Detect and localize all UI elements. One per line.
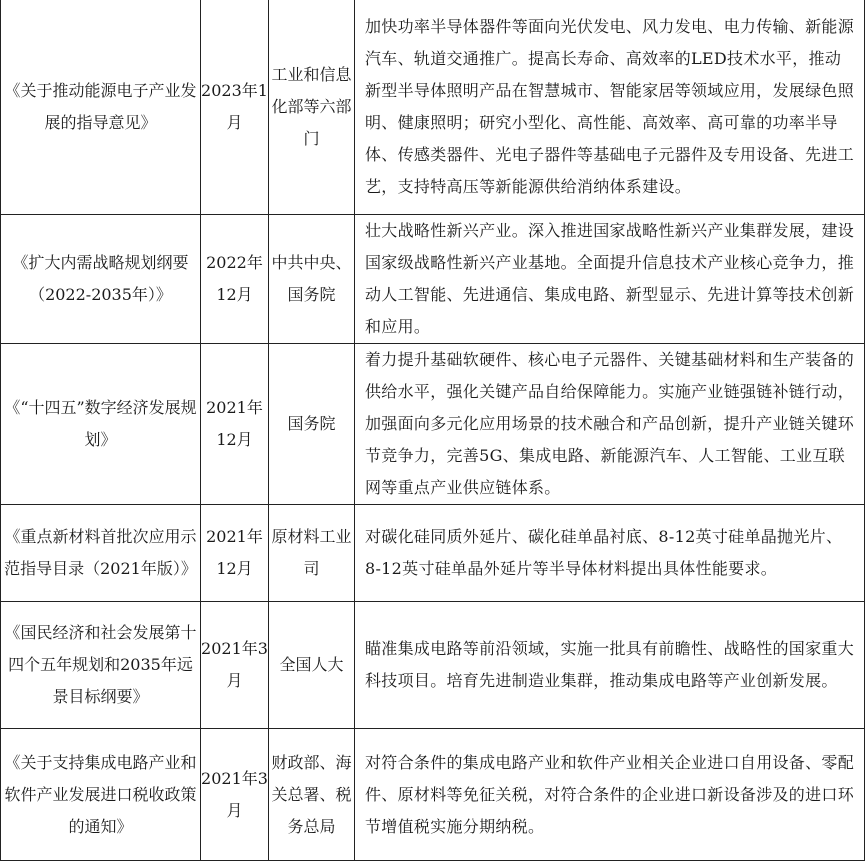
policy-content: 着力提升基础软硬件、核心电子元器件、关键基础材料和生产装备的供给水平，强化关键产品自给保障能力。实施产业链强链补链行动，加强面向多元化应用场景的技术融合和产品创新，提升产业链关键环节竞争力，完善5G、集成电路、新能源汽车、人工智能、工业互联网等重点产业供应链体系。 bbox=[365, 350, 855, 497]
policy-issuer-cell bbox=[269, 602, 355, 729]
policy-name: 《关于支持集成电路产业和软件产业发展进口税收政策的通知》 bbox=[4, 752, 197, 836]
table-row bbox=[1, 0, 865, 215]
policy-content: 壮大战略性新兴产业。深入推进国家战略性新兴产业集群发展，建设国家级战略性新兴产业基地。全面提升信息技术产业核心竞争力，推动人工智能、先进通信、集成电路、新型显示、先进计算等技术创新和应用。 bbox=[365, 221, 855, 336]
policy-name-cell bbox=[1, 505, 201, 602]
policy-name-cell bbox=[1, 215, 201, 344]
policy-date: 2021年3月 bbox=[201, 639, 268, 690]
policy-content-cell bbox=[355, 215, 865, 344]
policy-content: 对碳化硅同质外延片、碳化硅单晶衬底、8-12英寸硅单晶抛光片、8-12英寸硅单晶外延片等半导体材料提出具体性能要求。 bbox=[365, 527, 843, 578]
policy-content: 瞄准集成电路等前沿领域，实施一批具有前瞻性、战略性的国家重大科技项目。培育先进制造业集群，推动集成电路等产业创新发展。 bbox=[365, 639, 855, 690]
policy-date: 2023年1月 bbox=[201, 80, 268, 132]
table-row bbox=[1, 215, 865, 344]
policy-name: 《国民经济和社会发展第十四个五年规划和2035年远景目标纲要》 bbox=[4, 623, 197, 706]
policy-date-cell bbox=[201, 215, 269, 344]
policy-name: 《“十四五”数字经济发展规划》 bbox=[4, 398, 197, 449]
policy-date: 2021年12月 bbox=[206, 527, 263, 578]
policy-issuer: 国务院 bbox=[287, 414, 336, 433]
policy-issuer: 全国人大 bbox=[279, 655, 344, 674]
policy-content-cell bbox=[355, 0, 865, 215]
policy-name: 《扩大内需战略规划纲要（2022-2035年）》 bbox=[12, 253, 189, 304]
policy-date-cell bbox=[201, 505, 269, 602]
policy-name: 《重点新材料首批次应用示范指导目录（2021年版）》 bbox=[4, 527, 197, 578]
policy-content-cell bbox=[355, 505, 865, 602]
policy-issuer-cell bbox=[269, 505, 355, 602]
policy-date: 2021年3月 bbox=[201, 768, 268, 820]
table-row bbox=[1, 729, 865, 861]
policy-content-cell bbox=[355, 729, 865, 861]
policy-content-cell bbox=[355, 602, 865, 729]
policy-date-cell bbox=[201, 344, 269, 505]
policy-name: 《关于推动能源电子产业发展的指导意见》 bbox=[4, 80, 197, 132]
policy-issuer-cell bbox=[269, 729, 355, 861]
policy-content: 加快功率半导体器件等面向光伏发电、风力发电、电力传输、新能源汽车、轨道交通推广。提高长寿命、高效率的LED技术水平，推动新型半导体照明产品在智慧城市、智能家居等领域应用，发展绿色照明、健康照明；研究小型化、高性能、高效率、高可靠的功率半导体、传感类器件、光电子器件等基础电子元器件及专用设备、先进工艺，支持特高压等新能源供给消纳体系建设。 bbox=[365, 16, 855, 196]
policy-issuer: 财政部、海关总署、税务总局 bbox=[271, 752, 352, 836]
policy-content: 对符合条件的集成电路产业和软件产业相关企业进口自用设备、零配件、原材料等免征关税，对符合条件的企业进口新设备涉及的进口环节增值税实施分期纳税。 bbox=[365, 752, 855, 836]
table-row bbox=[1, 602, 865, 729]
policy-issuer: 工业和信息化部等六部门 bbox=[271, 64, 352, 148]
policy-issuer-cell bbox=[269, 0, 355, 215]
policy-date-cell bbox=[201, 602, 269, 729]
policy-name-cell bbox=[1, 344, 201, 505]
policy-name-cell bbox=[1, 602, 201, 729]
policy-content-cell bbox=[355, 344, 865, 505]
policy-issuer-cell bbox=[269, 344, 355, 505]
policy-issuer: 中共中央、国务院 bbox=[271, 253, 352, 304]
policy-name-cell bbox=[1, 729, 201, 861]
policy-issuer-cell bbox=[269, 215, 355, 344]
policy-date-cell bbox=[201, 0, 269, 215]
table-row bbox=[1, 505, 865, 602]
policy-issuer: 原材料工业司 bbox=[271, 527, 352, 578]
policy-date: 2022年12月 bbox=[206, 253, 263, 304]
table-row bbox=[1, 344, 865, 505]
policy-name-cell bbox=[1, 0, 201, 215]
policy-date: 2021年12月 bbox=[206, 398, 263, 449]
policy-date-cell bbox=[201, 729, 269, 861]
